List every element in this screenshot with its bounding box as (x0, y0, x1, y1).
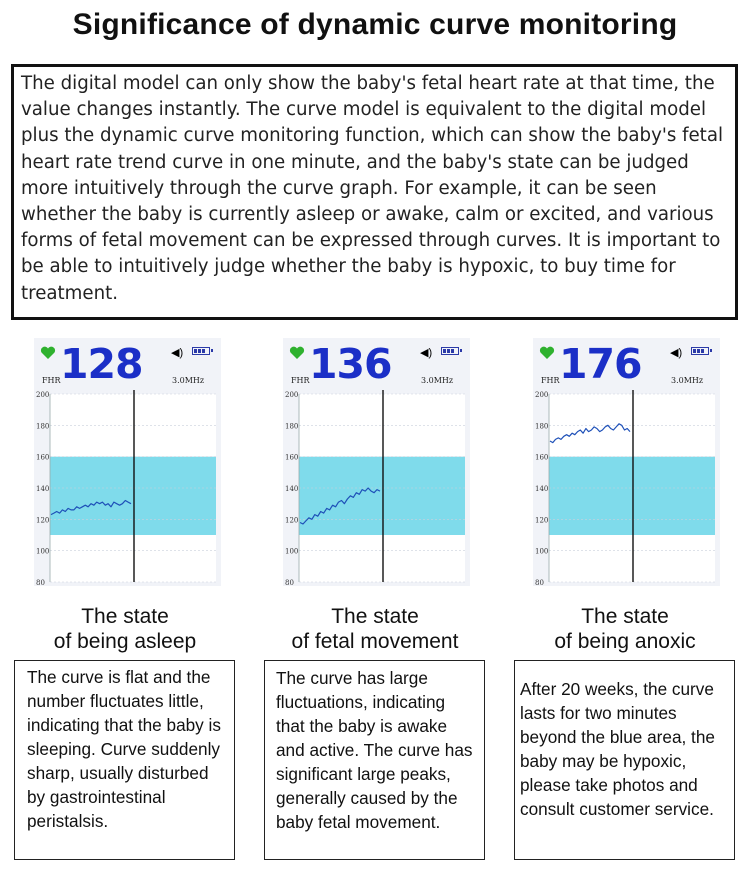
state-caption-asleep (5, 604, 245, 654)
normal-range-band (50, 457, 216, 535)
y-tick-label: 100 (36, 547, 50, 556)
y-tick-label: 200 (36, 391, 50, 399)
description-anoxic (514, 660, 735, 860)
description-fetal-movement (264, 660, 485, 860)
bpm-readout: 136 (309, 340, 392, 388)
fhr-label: FHR (291, 376, 310, 385)
battery-icon (691, 347, 709, 355)
state-line-1: The state (81, 605, 169, 628)
monitor-fetal-movement (283, 338, 470, 586)
y-tick-label: 160 (36, 453, 50, 462)
y-tick-label: 160 (535, 453, 549, 462)
battery-icon (441, 347, 459, 355)
y-tick-label: 200 (535, 391, 549, 399)
state-line-2: of fetal movement (291, 630, 459, 653)
monitor-anoxic (533, 338, 720, 586)
y-tick-label: 120 (285, 516, 299, 525)
y-tick-label: 80 (535, 579, 544, 586)
y-tick-label: 140 (285, 485, 299, 493)
state-caption-fetal-movement (255, 604, 495, 654)
fhr-label: FHR (541, 376, 560, 385)
state-caption-anoxic (505, 604, 745, 654)
heart-icon (539, 346, 555, 360)
y-tick-label: 80 (285, 579, 294, 586)
fhr-graph (533, 386, 720, 586)
y-tick-label: 100 (535, 547, 549, 556)
y-tick-label: 140 (535, 485, 549, 493)
heart-icon (40, 346, 56, 360)
y-tick-label: 140 (36, 485, 50, 493)
description-text: The curve has large fluctuations, indicating that the baby is awake and active. The curve has significant large peaks, generally caused by the baby fetal movement. (276, 668, 473, 832)
normal-range-band (549, 457, 715, 535)
state-line-1: The state (331, 605, 419, 628)
speaker-icon: ◀) (670, 347, 683, 359)
description-asleep (14, 660, 235, 860)
y-tick-label: 80 (36, 579, 45, 586)
state-line-2: of being asleep (53, 630, 197, 653)
fhr-label: FHR (42, 376, 61, 385)
speaker-icon: ◀) (171, 347, 184, 359)
y-tick-label: 200 (285, 391, 299, 399)
y-tick-label: 180 (285, 422, 299, 431)
intro-text: The digital model can only show the baby's fetal heart rate at that time, the value changes instantly. The curve model is equivalent to the digital model plus the dynamic curve monitoring function, which can show the baby's fetal heart rate trend curve in one minute, and the baby's state can be judged more intuitively through the curve graph. For example, it can be seen whether the baby is currently asleep or awake, calm or excited, and various forms of fetal movement can be expressed through curves. It is important to be able to intuitively judge whether the baby is hypoxic, to buy time for treatment. (21, 73, 724, 304)
y-tick-label: 120 (36, 516, 50, 525)
state-line-2: of being anoxic (554, 630, 696, 653)
y-tick-label: 180 (36, 422, 50, 431)
bpm-readout: 176 (559, 340, 642, 388)
battery-icon (192, 347, 210, 355)
frequency-label: 3.0MHz (421, 376, 454, 385)
heart-icon (289, 346, 305, 360)
intro-box (11, 64, 738, 320)
description-text: After 20 weeks, the curve lasts for two minutes beyond the blue area, the baby may be hypoxic, please take photos and consult customer service. (520, 679, 715, 819)
frequency-label: 3.0MHz (172, 376, 205, 385)
monitor-asleep (34, 338, 221, 586)
y-tick-label: 160 (285, 453, 299, 462)
frequency-label: 3.0MHz (671, 376, 704, 385)
page-title: Significance of dynamic curve monitoring (72, 8, 678, 41)
y-tick-label: 100 (285, 547, 299, 556)
speaker-icon: ◀) (420, 347, 433, 359)
y-tick-label: 120 (535, 516, 549, 525)
fhr-graph (283, 386, 470, 586)
y-tick-label: 180 (535, 422, 549, 431)
description-text: The curve is flat and the number fluctuates little, indicating that the baby is sleeping. Curve suddenly sharp, usually disturbed by gastrointestinal peristalsis. (27, 667, 221, 831)
fhr-graph (34, 386, 221, 586)
state-line-1: The state (581, 605, 669, 628)
bpm-readout: 128 (60, 340, 143, 388)
normal-range-band (299, 457, 465, 535)
